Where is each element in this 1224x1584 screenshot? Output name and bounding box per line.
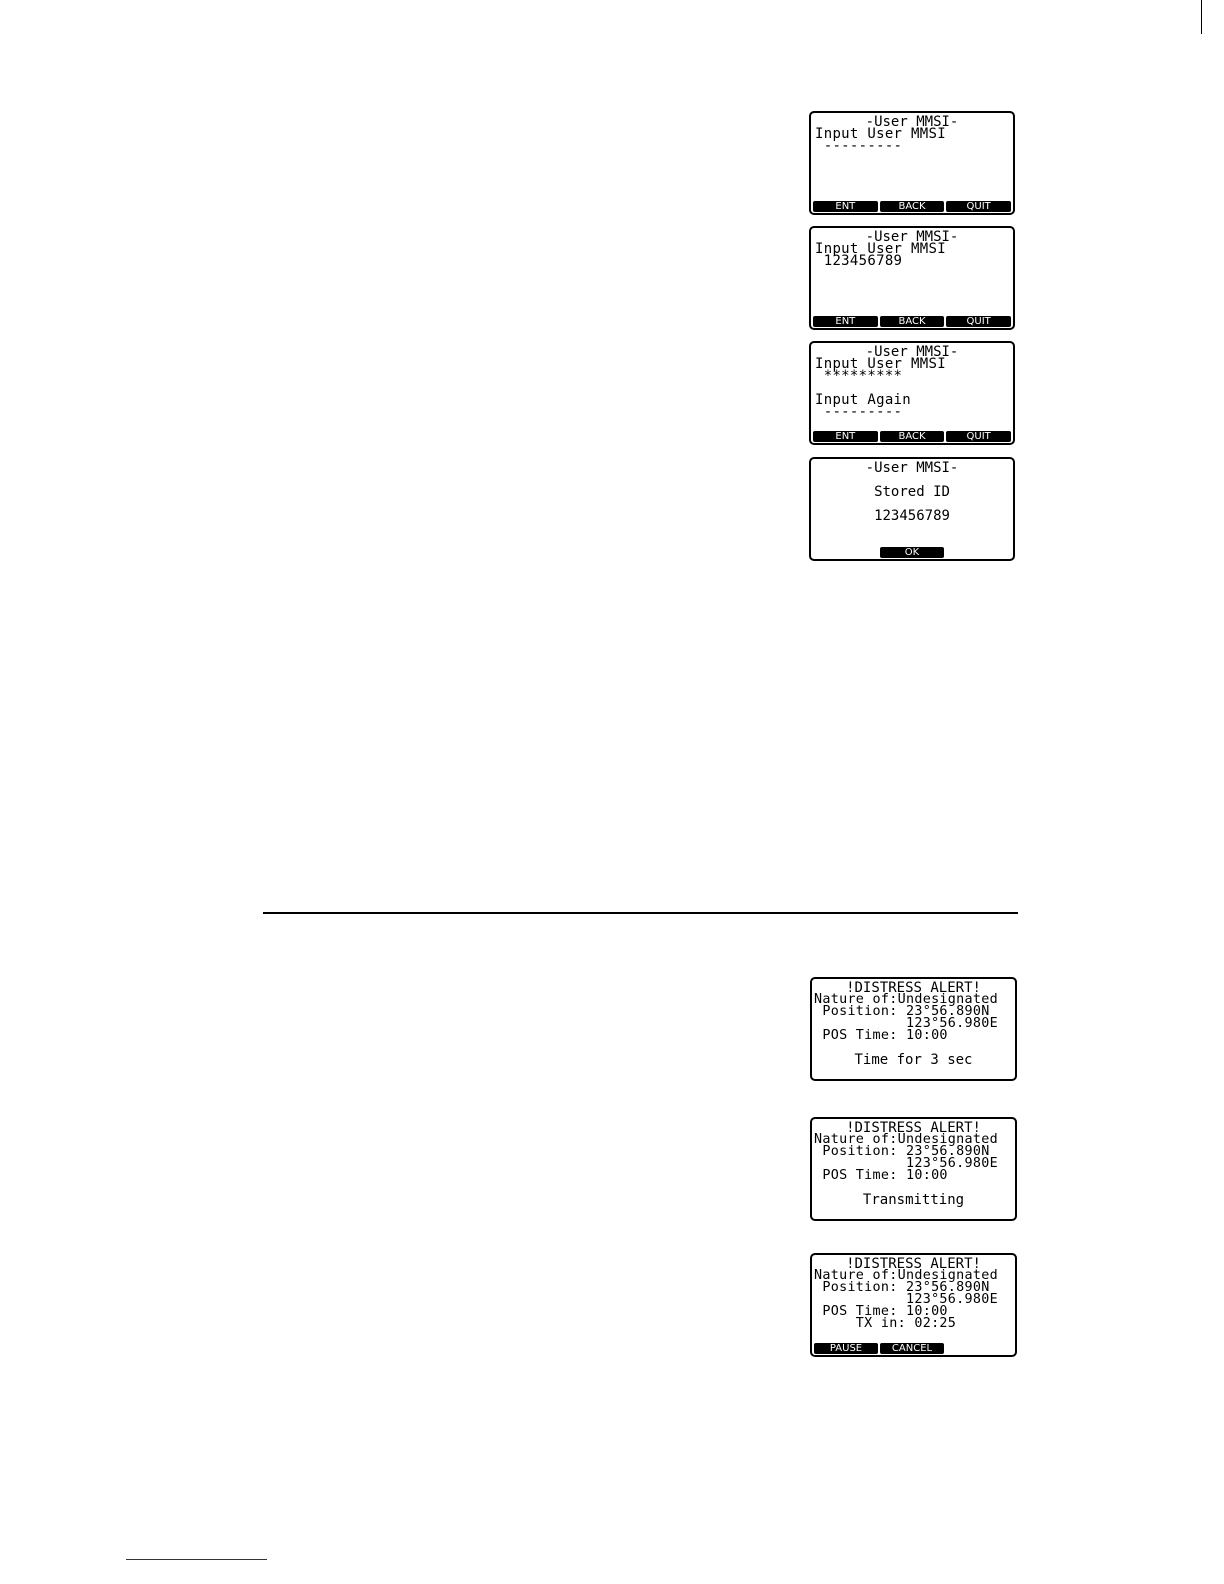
- quit-softkey[interactable]: QUIT: [946, 201, 1011, 212]
- lcd-distress-countdown: [810, 977, 1017, 1081]
- quit-softkey[interactable]: QUIT: [946, 431, 1011, 442]
- ent-softkey[interactable]: ENT: [813, 431, 878, 442]
- margin-line: [1201, 0, 1202, 34]
- position-line: Position: 23°56.890N: [814, 1004, 990, 1019]
- lcd-title: -User MMSI-: [865, 460, 959, 476]
- lcd-title: -User MMSI-: [865, 344, 959, 360]
- quit-softkey[interactable]: QUIT: [946, 316, 1011, 327]
- section-divider: [263, 912, 1018, 914]
- cancel-softkey[interactable]: CANCEL: [880, 1343, 944, 1354]
- back-softkey[interactable]: BACK: [880, 316, 945, 327]
- softkey-bar: [813, 547, 1011, 558]
- footer-link-underline: [126, 1559, 267, 1560]
- back-softkey[interactable]: BACK: [880, 201, 945, 212]
- lcd-entry-field: ---------: [815, 138, 903, 154]
- lcd-title: !DISTRESS ALERT!: [846, 1256, 981, 1272]
- ent-softkey[interactable]: ENT: [813, 201, 878, 212]
- ok-softkey[interactable]: OK: [880, 547, 944, 558]
- position-line-2: 123°56.980E: [814, 1016, 998, 1031]
- pause-softkey[interactable]: PAUSE: [814, 1343, 878, 1354]
- back-softkey[interactable]: BACK: [880, 431, 945, 442]
- status-line: Transmitting: [862, 1192, 965, 1208]
- nature-line: Nature of:Undesignated: [814, 1132, 998, 1147]
- stored-id-value: 123456789: [874, 508, 950, 524]
- softkey-bar: [813, 201, 1011, 212]
- lcd-user-mmsi-empty: [809, 111, 1015, 215]
- lcd-prompt: Input User MMSI: [815, 356, 946, 372]
- status-line: Time for 3 sec: [854, 1052, 973, 1068]
- position-line-2: 123°56.980E: [814, 1156, 998, 1171]
- lcd-entry-field: 123456789: [815, 253, 903, 269]
- lcd-prompt: Input User MMSI: [815, 241, 946, 257]
- lcd-title: -User MMSI-: [865, 114, 959, 130]
- lcd-distress-transmitting: [810, 1117, 1017, 1221]
- lcd-entry-field: ---------: [815, 404, 903, 420]
- nature-line: Nature of:Undesignated: [814, 992, 998, 1007]
- nature-line: Nature of:Undesignated: [814, 1268, 998, 1283]
- lcd-user-mmsi-confirm: [809, 341, 1015, 445]
- lcd-masked-entry: *********: [815, 368, 903, 384]
- lcd-prompt-again: Input Again: [815, 392, 912, 408]
- position-line-2: 123°56.980E: [814, 1292, 998, 1307]
- softkey-bar: [814, 1343, 1013, 1354]
- position-line: Position: 23°56.890N: [814, 1280, 990, 1295]
- softkey-bar: [813, 316, 1011, 327]
- lcd-prompt: Input User MMSI: [815, 126, 946, 142]
- lcd-distress-waiting: [810, 1253, 1017, 1357]
- ent-softkey[interactable]: ENT: [813, 316, 878, 327]
- pos-time-line: POS Time: 10:00: [814, 1304, 948, 1319]
- lcd-user-mmsi-entered: [809, 226, 1015, 330]
- softkey-bar: [813, 431, 1011, 442]
- lcd-title: !DISTRESS ALERT!: [846, 1120, 981, 1136]
- lcd-user-mmsi-stored: [809, 457, 1015, 561]
- lcd-title: !DISTRESS ALERT!: [846, 980, 981, 996]
- pos-time-line: POS Time: 10:00: [814, 1028, 948, 1043]
- tx-in-line: TX in: 02:25: [814, 1316, 957, 1331]
- lcd-title: -User MMSI-: [865, 229, 959, 245]
- position-line: Position: 23°56.890N: [814, 1144, 990, 1159]
- stored-id-label: Stored ID: [874, 484, 950, 500]
- pos-time-line: POS Time: 10:00: [814, 1168, 948, 1183]
